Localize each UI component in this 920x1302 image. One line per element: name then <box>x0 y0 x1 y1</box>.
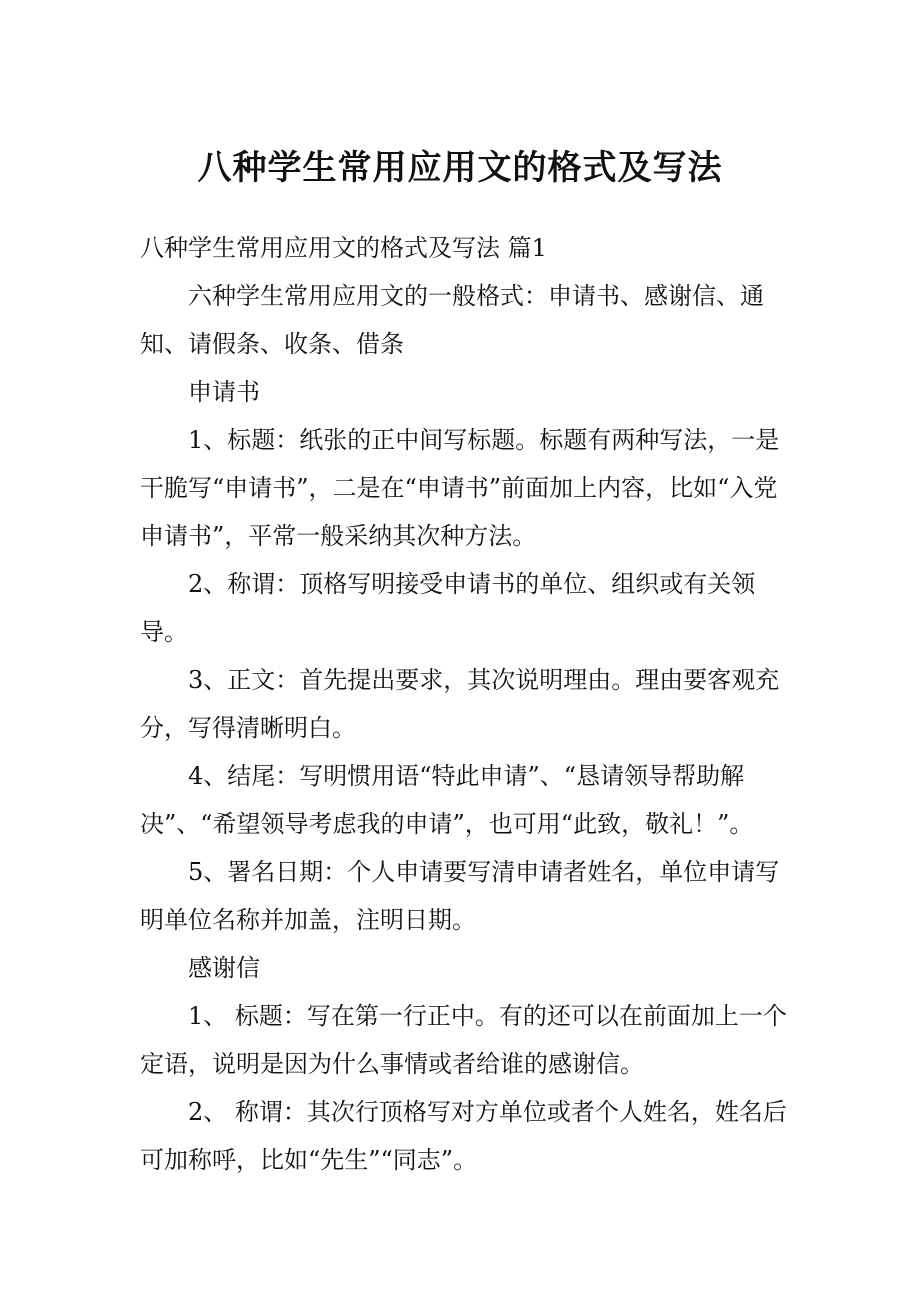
thank-you-item-1: 1、 标题：写在第一行正中。有的还可以在前面加上一个定语，说明是因为什么事情或者给谁的感谢信。 <box>140 1002 787 1078</box>
application-item-3: 3、正文：首先提出要求，其次说明理由。理由要客观充分，写得清晰明白。 <box>140 666 780 742</box>
application-item-1: 1、标题：纸张的正中间写标题。标题有两种写法，一是干脆写“申请书”，二是在“申请书”前面加上内容，比如“入党申请书”，平常一般采纳其次种方法。 <box>140 426 780 550</box>
application-item-5: 5、署名日期：个人申请要写清申请者姓名，单位申请写明单位名称并加盖，注明日期。 <box>140 858 780 934</box>
thank-you-item-2: 2、 称谓：其次行顶格写对方单位或者个人姓名，姓名后可加称呼，比如“先生”“同志”。 <box>140 1098 787 1174</box>
section-label-application: 申请书 <box>188 378 260 406</box>
intro-paragraph: 六种学生常用应用文的一般格式：申请书、感谢信、通知、请假条、收条、借条 <box>140 282 764 358</box>
section-label-thank-you: 感谢信 <box>188 954 260 982</box>
document-title: 八种学生常用应用文的格式及写法 <box>197 148 723 188</box>
application-item-4: 4、结尾：写明惯用语“特此申请”、“恳请领导帮助解决”、“希望领导考虑我的申请”，也可用“此致，敬礼！”。 <box>140 762 754 838</box>
section-heading: 八种学生常用应用文的格式及写法 篇1 <box>140 234 547 262</box>
document-body <box>140 224 790 1184</box>
application-item-2: 2、称谓：顶格写明接受申请书的单位、组织或有关领导。 <box>140 570 756 646</box>
